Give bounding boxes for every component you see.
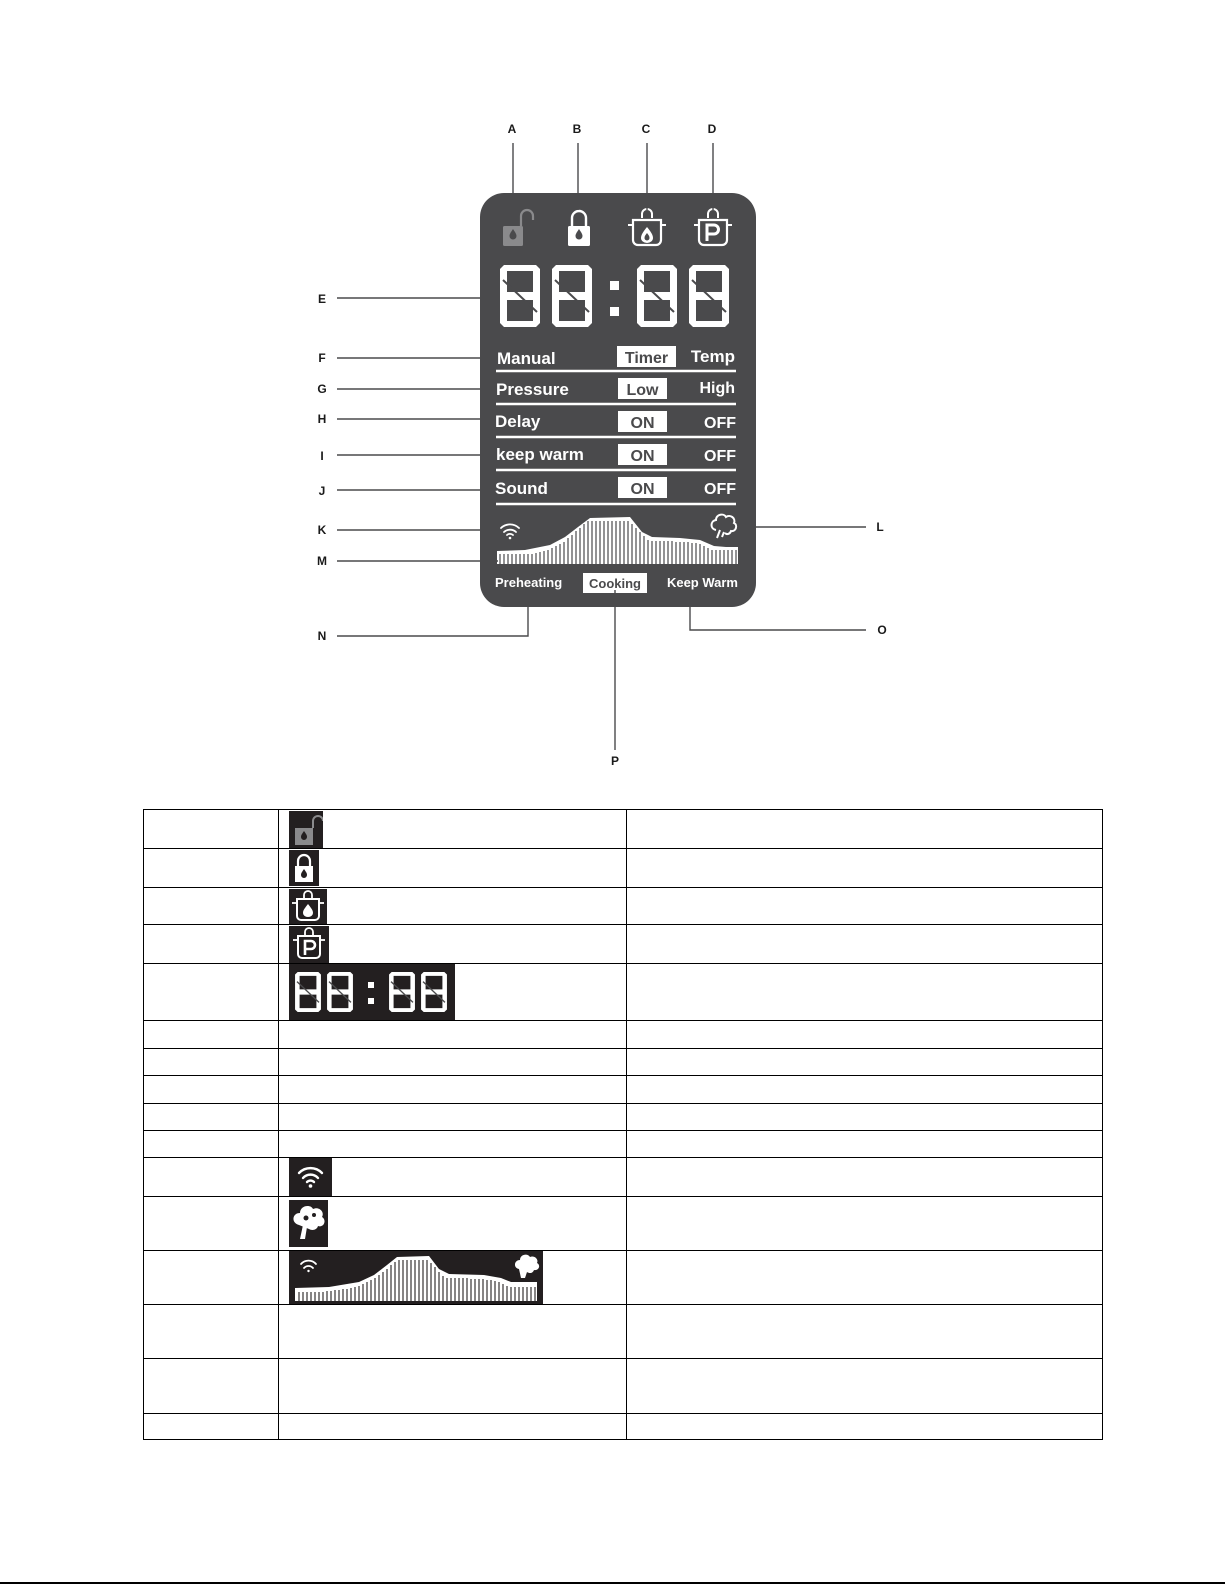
reference-table (143, 809, 1103, 1440)
table-cell (279, 849, 627, 888)
table-cell (627, 1104, 1103, 1131)
row-boxed-value: Low (626, 382, 659, 399)
table-cell (627, 1158, 1103, 1197)
table-row (144, 1414, 1103, 1440)
table-cell (279, 810, 627, 849)
callout-letter: K (317, 523, 327, 537)
table-cell (144, 1414, 279, 1440)
table-row (144, 1131, 1103, 1158)
table-row (144, 849, 1103, 888)
digits-icon (289, 964, 455, 1020)
table-cell (144, 1049, 279, 1076)
table-cell (144, 1359, 279, 1414)
table-cell (279, 1076, 627, 1104)
callout-letter: H (317, 412, 327, 426)
callout-letter: I (320, 449, 324, 463)
table-cell (279, 925, 627, 964)
table-cell (627, 1049, 1103, 1076)
pot-flame-icon (289, 889, 327, 924)
table-cell (627, 1076, 1103, 1104)
row-right-value: High (699, 380, 735, 397)
table-row (144, 1158, 1103, 1197)
table-row (144, 1049, 1103, 1076)
callout-letter: B (572, 122, 582, 136)
row-boxed-value: Timer (624, 350, 669, 367)
row-boxed-value: ON (630, 448, 655, 465)
table-cell (627, 1131, 1103, 1158)
table-cell (279, 1131, 627, 1158)
table-cell (279, 1049, 627, 1076)
callout-letter: D (707, 122, 717, 136)
table-cell (627, 1414, 1103, 1440)
pot-p-icon (289, 926, 329, 963)
callout-letter: C (641, 122, 651, 136)
table-cell (627, 888, 1103, 925)
callout-letter: M (317, 554, 327, 568)
table-cell (279, 964, 627, 1021)
callout-letter: E (317, 292, 327, 306)
table-cell (144, 1305, 279, 1359)
callout-letter: J (318, 484, 326, 498)
table-cell (627, 925, 1103, 964)
callout-letter: L (876, 520, 884, 534)
table-cell (627, 849, 1103, 888)
row-boxed-value: ON (630, 415, 655, 432)
table-row (144, 810, 1103, 849)
table-cell (279, 1021, 627, 1049)
table-row (144, 1076, 1103, 1104)
table-row (144, 888, 1103, 925)
table-row (144, 964, 1103, 1021)
table-row (144, 1305, 1103, 1359)
row-label: Manual (497, 349, 556, 368)
callout-letter: F (318, 351, 326, 365)
table-cell (279, 1359, 627, 1414)
table-cell (279, 1104, 627, 1131)
table-cell (279, 1305, 627, 1359)
callout-letter: N (317, 629, 327, 643)
callout-letter: A (507, 122, 517, 136)
table-cell (627, 1021, 1103, 1049)
stage-keep-warm: Keep Warm (666, 575, 738, 590)
table-row (144, 1359, 1103, 1414)
callout-letter: P (610, 754, 620, 768)
row-label: Delay (495, 412, 541, 431)
table-row (144, 1197, 1103, 1251)
page-bottom-rule (0, 1582, 1225, 1584)
table-cell (627, 964, 1103, 1021)
stage-cooking: Cooking (589, 576, 641, 591)
table-cell (627, 1359, 1103, 1414)
table-row (144, 1251, 1103, 1305)
table-cell (144, 1021, 279, 1049)
table-cell (144, 1104, 279, 1131)
table-cell (144, 1251, 279, 1305)
table-row (144, 925, 1103, 964)
table-cell (144, 925, 279, 964)
table-cell (627, 1305, 1103, 1359)
row-right-value: OFF (704, 415, 736, 432)
steam-icon (289, 1200, 328, 1247)
table-cell (144, 1158, 279, 1197)
table-cell (144, 1131, 279, 1158)
table-cell (627, 1251, 1103, 1305)
row-label: Pressure (496, 380, 569, 399)
lock-icon (289, 850, 319, 886)
table-cell (279, 1414, 627, 1440)
row-right-value: OFF (704, 481, 736, 498)
progress-graph-icon (289, 1251, 543, 1304)
table-cell (144, 888, 279, 925)
wifi-icon (289, 1158, 332, 1196)
row-boxed-value: ON (630, 481, 655, 498)
table-row (144, 1104, 1103, 1131)
table-cell (279, 1158, 627, 1197)
stage-preheating: Preheating (495, 575, 563, 590)
table-cell (627, 810, 1103, 849)
table-row (144, 1021, 1103, 1049)
row-label: keep warm (496, 445, 584, 464)
callout-letter: G (317, 382, 327, 396)
table-cell (279, 1197, 627, 1251)
table-cell (627, 1197, 1103, 1251)
table-cell (144, 810, 279, 849)
unlock-icon (289, 811, 323, 848)
row-right-value: OFF (704, 448, 736, 465)
table-cell (144, 849, 279, 888)
table-cell (279, 888, 627, 925)
row-label: Sound (495, 479, 548, 498)
table-cell (144, 1076, 279, 1104)
table-cell (144, 1197, 279, 1251)
table-cell (144, 964, 279, 1021)
control-panel-diagram (0, 0, 1225, 790)
callout-letter: O (877, 623, 887, 637)
row-right-value: Temp (690, 347, 735, 366)
table-cell (279, 1251, 627, 1305)
